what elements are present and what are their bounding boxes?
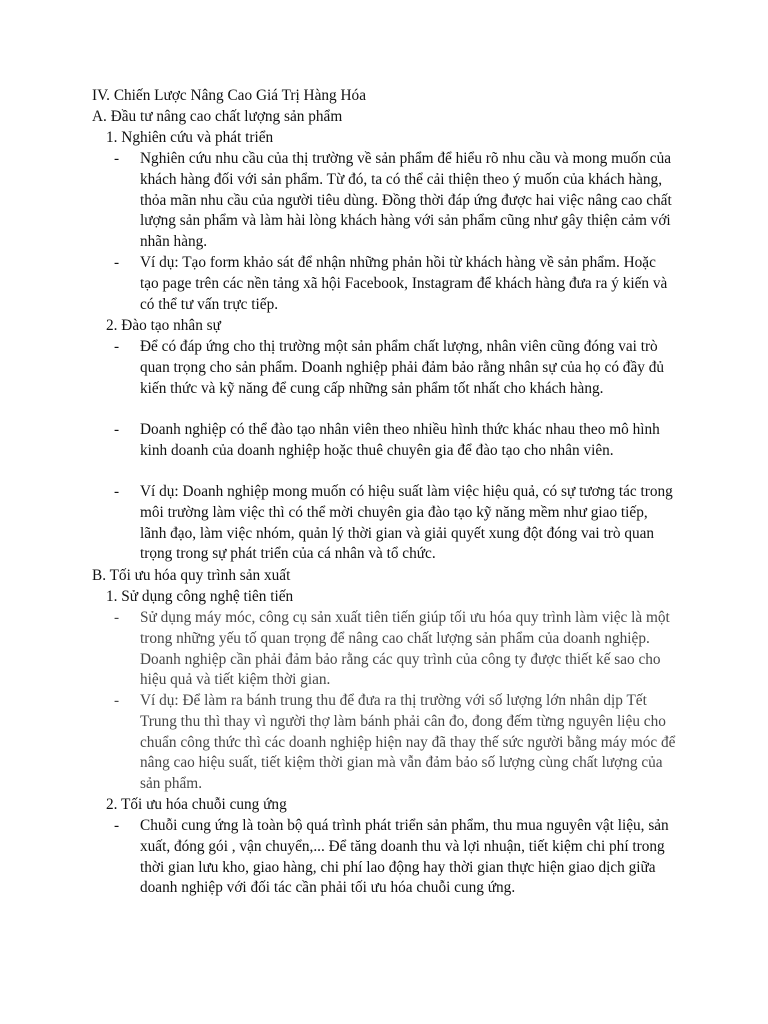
subsection-heading-a1: 1. Nghiên cứu và phát triển: [106, 129, 274, 146]
subsection-heading-b2: 2. Tối ưu hóa chuỗi cung ứng: [106, 796, 287, 813]
list-item-text: Doanh nghiệp có thể đào tạo nhân viên theo nhiều hình thức khác nhau theo mô hình kinh doanh của doanh nghiệp hoặc thuê chuyên gia để đào tạo cho nhân viên.: [140, 421, 660, 459]
list-item-text: Nghiên cứu nhu cầu của thị trường về sản phẩm để hiểu rõ nhu cầu và mong muốn của khách hàng đối với sản phẩm. Từ đó, ta có thể cải thiện theo ý muốn của khách hàng, thỏa mãn nhu cầu của người tiêu dùng. Đồng thời đáp ứng được hai việc nâng cao chất lượng sản phẩm và làm hài lòng khách hàng với sản phẩm cũng như gây thiện cảm với nhãn hàng.: [140, 150, 672, 251]
list-item-text: Để có đáp ứng cho thị trường một sản phẩm chất lượng, nhân viên cũng đóng vai trò quan trọng cho sản phẩm. Doanh nghiệp phải đảm bảo rằng nhân sự của họ có đầy đủ kiến thức và kỹ năng để cung cấp những sản phẩm tốt nhất cho khách hàng.: [140, 338, 665, 397]
list-item: [114, 149, 676, 253]
subsection-heading-a2: 2. Đào tạo nhân sự: [106, 317, 221, 334]
bullet-marker: -: [114, 609, 120, 626]
bullet-marker: -: [114, 483, 120, 500]
list-item: [114, 482, 676, 565]
subsection-heading-b1: 1. Sử dụng công nghệ tiên tiến: [106, 588, 294, 605]
bullet-marker: -: [114, 692, 120, 709]
list-item-text: Sử dụng máy móc, công cụ sản xuất tiên tiến giúp tối ưu hóa quy trình làm việc là một trong những yếu tố quan trọng để nâng cao chất lượng sản phẩm của doanh nghiệp. Doanh nghiệp cần phải đảm bảo rằng các quy trình của công ty được thiết kế sao cho hiệu quả và tiết kiệm thời gian.: [140, 609, 670, 689]
bullet-marker: -: [114, 150, 120, 167]
section-heading-b: B. Tối ưu hóa quy trình sản xuất: [92, 567, 291, 584]
list-item: [114, 420, 676, 462]
document-title: IV. Chiến Lược Nâng Cao Giá Trị Hàng Hóa: [92, 87, 366, 104]
list-item: [114, 608, 676, 691]
list-item-text: Ví dụ: Doanh nghiệp mong muốn có hiệu suất làm việc hiệu quả, có sự tương tác trong môi trường làm việc thì có thể mời chuyên gia đào tạo kỹ năng mềm như giao tiếp, lãnh đạo, làm việc nhóm, quản lý thời gian và giải quyết xung đột đóng vai trò quan trọng trong sự phát triển của cá nhân và tổ chức.: [140, 483, 673, 563]
bullet-marker: -: [114, 817, 120, 834]
list-item: [114, 337, 676, 399]
bullet-marker: -: [114, 421, 120, 438]
list-item-text: Ví dụ: Tạo form khảo sát để nhận những phản hồi từ khách hàng về sản phẩm. Hoặc tạo page trên các nền tảng xã hội Facebook, Instagram để khách hàng đưa ra ý kiến và có thể tư vấn trực tiếp.: [140, 254, 668, 313]
bullet-marker: -: [114, 254, 120, 271]
section-heading-a: A. Đầu tư nâng cao chất lượng sản phẩm: [92, 108, 343, 125]
list-item-text: Ví dụ: Để làm ra bánh trung thu để đưa ra thị trường với số lượng lớn nhân dịp Tết Trung thu thì thay vì người thợ làm bánh phải cân đo, đong đếm từng nguyên liệu cho chuẩn công thức thì các doanh nghiệp hiện nay đã thay thế sức người bằng máy móc để nâng cao hiệu suất, tiết kiệm thời gian mà vẫn đảm bảo số lượng cùng chất lượng của sản phẩm.: [140, 692, 676, 793]
list-item: [114, 253, 676, 315]
list-item: [114, 816, 676, 899]
list-item-text: Chuỗi cung ứng là toàn bộ quá trình phát triển sản phẩm, thu mua nguyên vật liệu, sản xuất, đóng gói , vận chuyển,... Để tăng doanh thu và lợi nhuận, tiết kiệm chi phí trong thời gian lưu kho, giao hàng, chi phí lao động hay thời gian thực hiện giao dịch giữa doanh nghiệp với đối tác cần phải tối ưu hóa chuỗi cung ứng.: [140, 817, 669, 897]
list-item: [114, 691, 676, 795]
bullet-marker: -: [114, 338, 120, 355]
